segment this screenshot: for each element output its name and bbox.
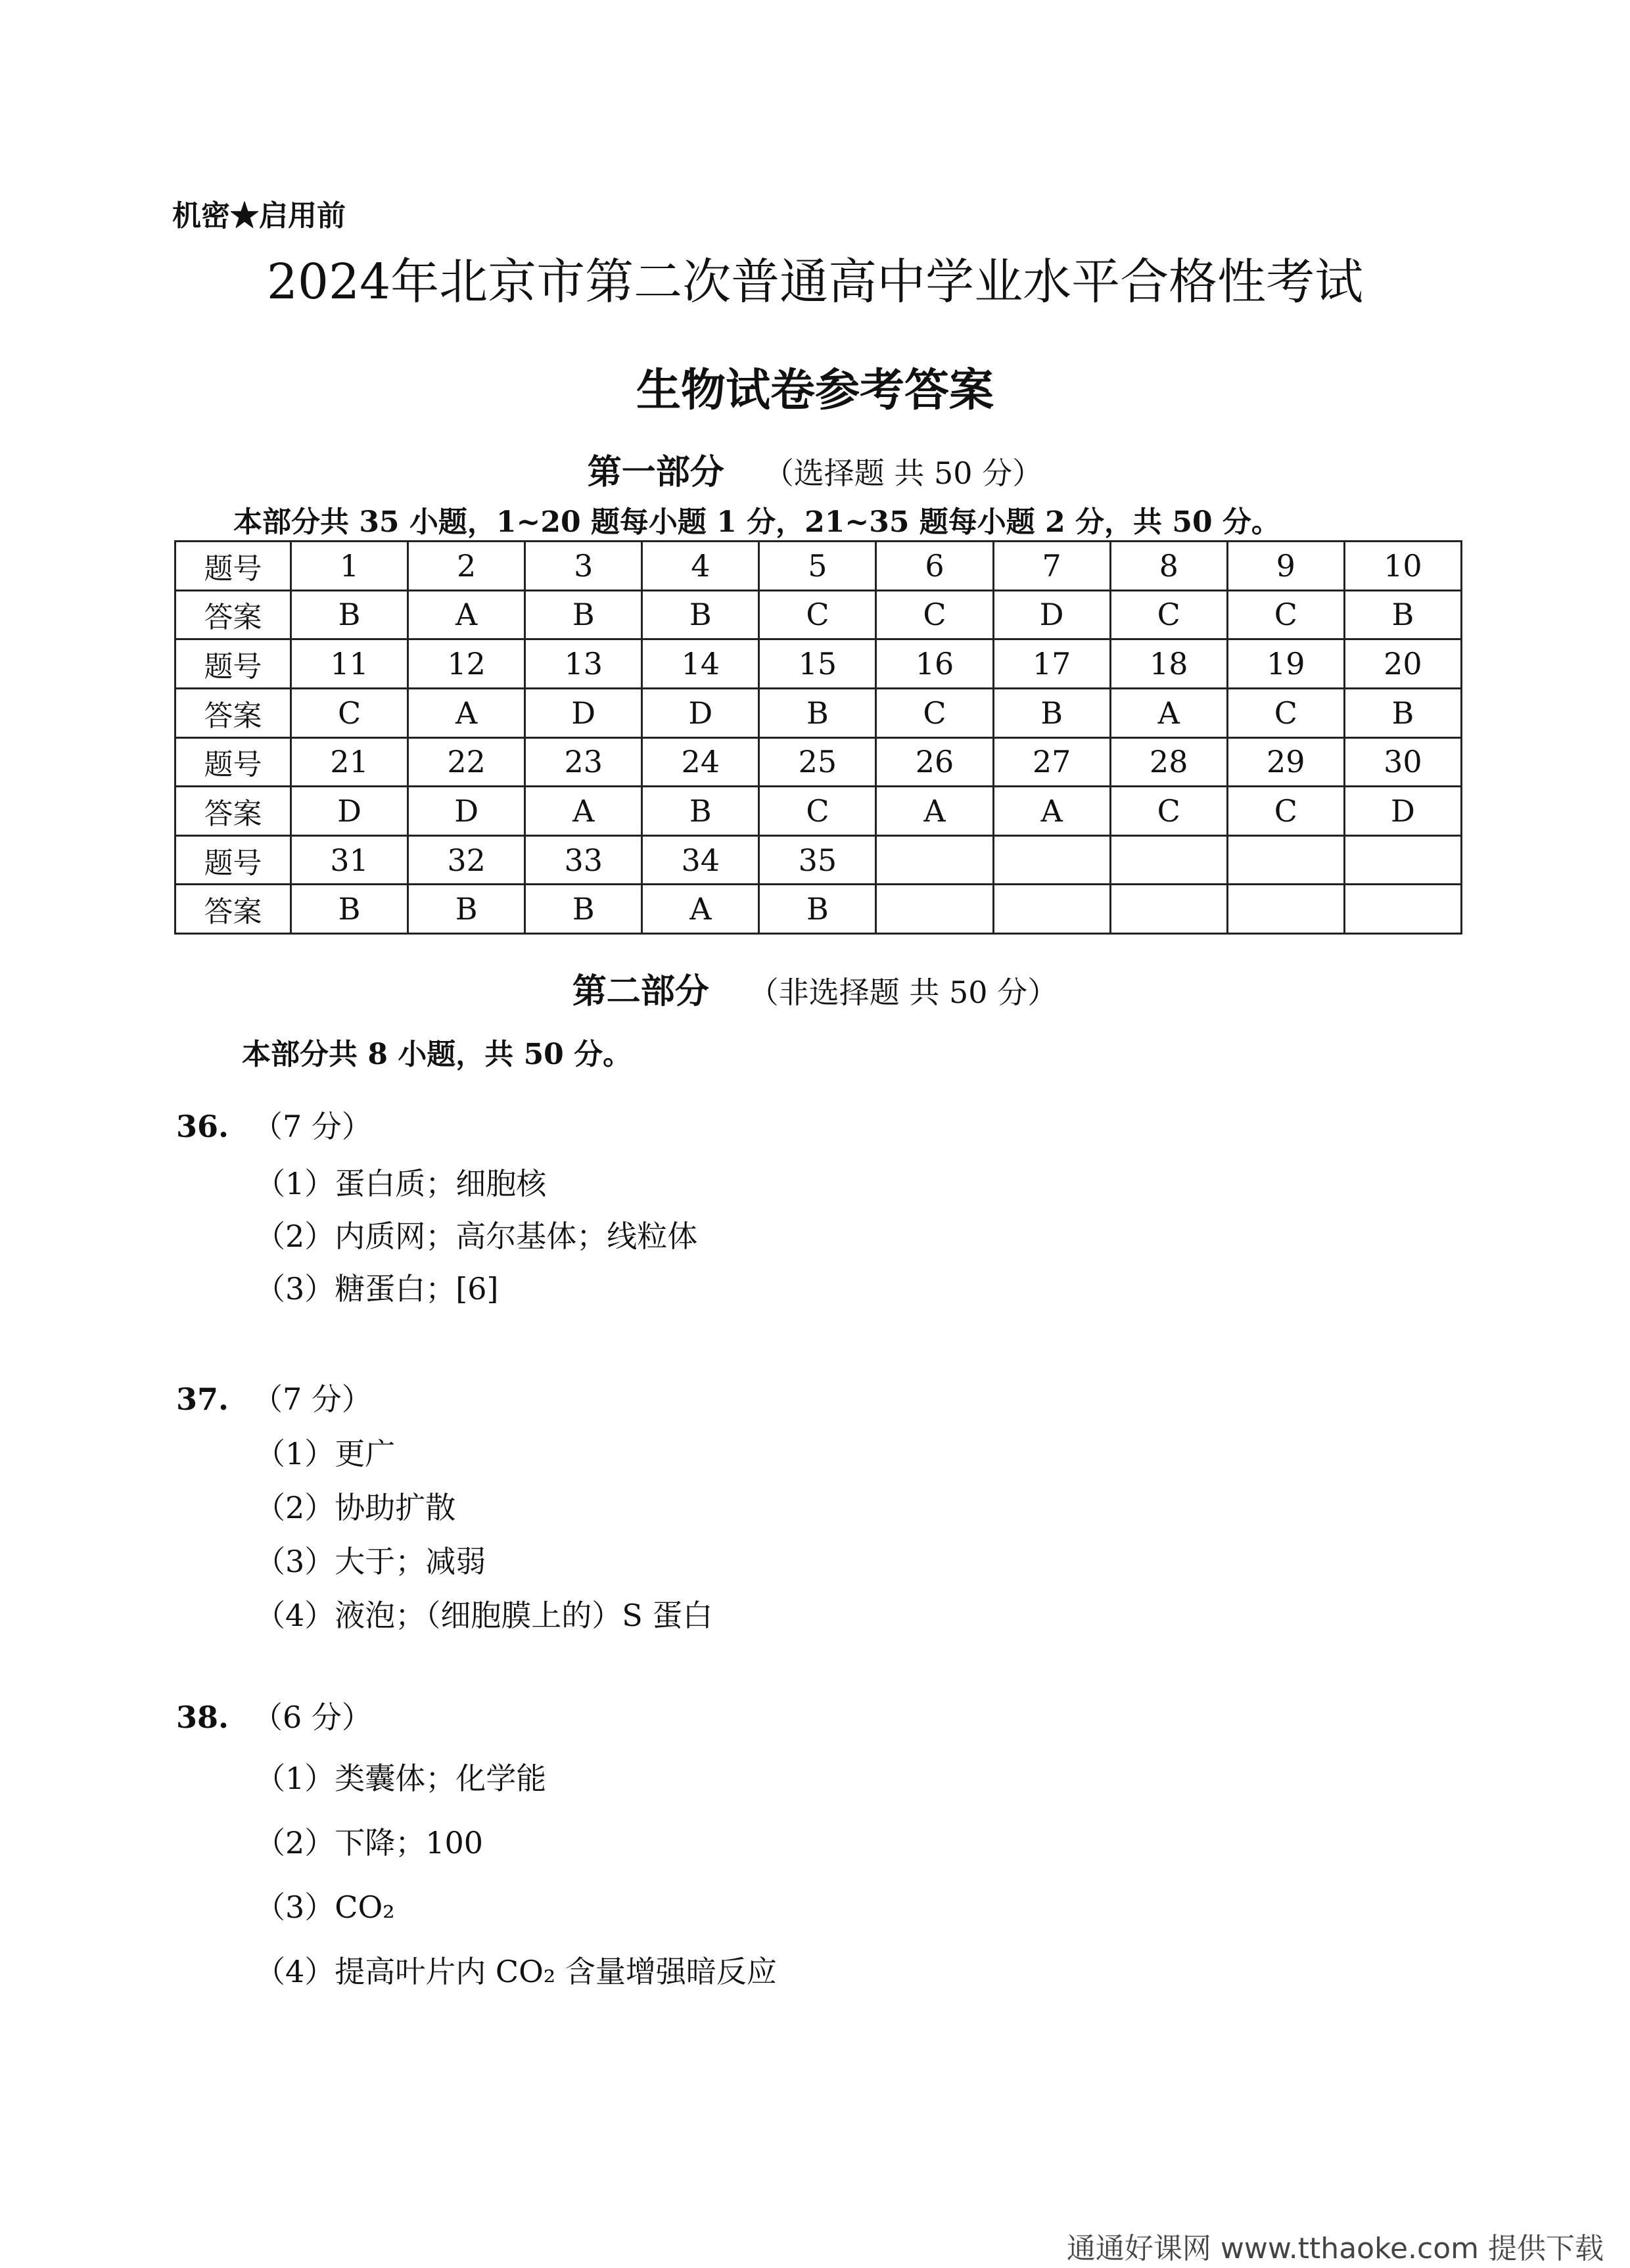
answer-value: C	[876, 688, 993, 737]
question-number: 6	[876, 542, 993, 591]
confidential-label: 机密★启用前	[172, 199, 346, 233]
question-number: 7	[993, 542, 1110, 591]
question-number: 37.	[176, 1381, 229, 1417]
answer-value: B	[525, 590, 642, 639]
answer-value: D	[408, 787, 525, 836]
question-number: 32	[408, 835, 525, 885]
answer-value: C	[1227, 590, 1344, 639]
row-label-answer: 答案	[175, 590, 291, 639]
row-label-question: 题号	[175, 639, 291, 689]
question-number: 11	[291, 639, 408, 689]
answer-value: D	[525, 688, 642, 737]
question-number: 17	[993, 639, 1110, 689]
answer-value: C	[876, 590, 993, 639]
answer-item: （3）糖蛋白；[6]	[255, 1271, 499, 1307]
question-number: 16	[876, 639, 993, 689]
answer-value: C	[759, 787, 876, 836]
question-number: 35	[759, 835, 876, 885]
answer-value	[1110, 885, 1227, 934]
table-row-answers	[175, 787, 1462, 836]
question-points: （7 分）	[252, 1109, 372, 1144]
question-number: 15	[759, 639, 876, 689]
part1-note: （选择题 共 50 分）	[763, 455, 1043, 491]
question-heading	[176, 1376, 372, 1419]
question-number: 13	[525, 639, 642, 689]
answer-value: C	[291, 688, 408, 737]
answer-value	[876, 885, 993, 934]
answer-value: C	[1227, 787, 1344, 836]
question-number: 10	[1344, 542, 1461, 591]
question-number: 28	[1110, 737, 1227, 787]
part2-title: 第二部分	[572, 971, 709, 1011]
question-number: 2	[408, 542, 525, 591]
question-number: 4	[642, 542, 759, 591]
question-points: （7 分）	[252, 1381, 372, 1417]
answer-item: （3）大于；减弱	[255, 1544, 486, 1579]
answer-value: C	[1110, 590, 1227, 639]
question-number: 8	[1110, 542, 1227, 591]
question-number: 31	[291, 835, 408, 885]
question-number: 36.	[176, 1109, 229, 1144]
question-number: 9	[1227, 542, 1344, 591]
question-number: 5	[759, 542, 876, 591]
part2-note: （非选择题 共 50 分）	[748, 975, 1058, 1010]
answer-value: C	[1227, 688, 1344, 737]
answer-value: B	[291, 885, 408, 934]
answer-value: D	[993, 590, 1110, 639]
part2-heading	[0, 963, 1630, 1013]
answer-value: B	[525, 885, 642, 934]
answer-item: （2）内质网；高尔基体；线粒体	[255, 1218, 698, 1254]
table-row-questions	[175, 835, 1462, 885]
row-label-question: 题号	[175, 835, 291, 885]
exam-title: 2024年北京市第二次普通高中学业水平合格性考试	[266, 254, 1364, 310]
question-number: 25	[759, 737, 876, 787]
answer-value: B	[642, 787, 759, 836]
answer-value: B	[291, 590, 408, 639]
question-number: 24	[642, 737, 759, 787]
source-watermark: 通通好课网 www.tthaoke.com 提供下载	[1066, 2232, 1604, 2265]
question-number: 27	[993, 737, 1110, 787]
document-subtitle: 生物试卷参考答案	[636, 364, 994, 417]
answer-value: B	[993, 688, 1110, 737]
answer-item: （1）蛋白质；细胞核	[255, 1166, 547, 1201]
answer-value: D	[1344, 787, 1461, 836]
question-number: 38.	[176, 1700, 229, 1735]
answer-value	[993, 885, 1110, 934]
question-number: 19	[1227, 639, 1344, 689]
part1-title: 第一部分	[587, 452, 724, 492]
answer-value: C	[1110, 787, 1227, 836]
answer-value: A	[876, 787, 993, 836]
row-label-question: 题号	[175, 542, 291, 591]
answer-value: A	[993, 787, 1110, 836]
part2-instruction: 本部分共 8 小题，共 50 分。	[242, 1038, 632, 1071]
answer-table	[174, 540, 1462, 935]
answer-value: B	[759, 885, 876, 934]
table-row-questions	[175, 737, 1462, 787]
answer-value: B	[1344, 590, 1461, 639]
question-number: 23	[525, 737, 642, 787]
answer-value: A	[408, 590, 525, 639]
answer-value	[1227, 885, 1344, 934]
answer-value: C	[759, 590, 876, 639]
row-label-answer: 答案	[175, 787, 291, 836]
row-label-answer: 答案	[175, 885, 291, 934]
question-number: 1	[291, 542, 408, 591]
question-number	[993, 835, 1110, 885]
answer-value: B	[759, 688, 876, 737]
question-number	[1110, 835, 1227, 885]
table-row-answers	[175, 885, 1462, 934]
question-heading	[176, 1694, 372, 1737]
answer-item: （3）CO₂	[255, 1889, 395, 1925]
answer-item: （2）协助扩散	[255, 1490, 456, 1525]
question-number: 14	[642, 639, 759, 689]
row-label-answer: 答案	[175, 688, 291, 737]
question-number: 12	[408, 639, 525, 689]
answer-value: A	[1110, 688, 1227, 737]
answer-value: A	[525, 787, 642, 836]
question-number: 30	[1344, 737, 1461, 787]
table-row-answers	[175, 590, 1462, 639]
question-number	[1227, 835, 1344, 885]
answer-value: B	[642, 590, 759, 639]
answer-value: A	[408, 688, 525, 737]
question-number: 20	[1344, 639, 1461, 689]
question-number: 26	[876, 737, 993, 787]
answer-item: （4）液泡；（细胞膜上的）S 蛋白	[255, 1598, 713, 1633]
row-label-question: 题号	[175, 737, 291, 787]
answer-value: A	[642, 885, 759, 934]
answer-value: B	[1344, 688, 1461, 737]
part1-heading	[0, 444, 1630, 494]
question-points: （6 分）	[252, 1700, 372, 1735]
answer-item: （1）更广	[255, 1436, 396, 1471]
question-number: 33	[525, 835, 642, 885]
answer-value	[1344, 885, 1461, 934]
answer-item: （2）下降；100	[255, 1825, 484, 1861]
question-number: 18	[1110, 639, 1227, 689]
answer-value: D	[291, 787, 408, 836]
table-row-questions	[175, 542, 1462, 591]
answer-value: B	[408, 885, 525, 934]
question-number: 34	[642, 835, 759, 885]
question-number: 3	[525, 542, 642, 591]
part1-instruction: 本部分共 35 小题，1~20 题每小题 1 分，21~35 题每小题 2 分，共 50 分。	[233, 505, 1280, 539]
answer-value: D	[642, 688, 759, 737]
table-row-questions	[175, 639, 1462, 689]
question-number: 21	[291, 737, 408, 787]
answer-item: （4）提高叶片内 CO₂ 含量增强暗反应	[255, 1954, 777, 1989]
question-number: 22	[408, 737, 525, 787]
table-row-answers	[175, 688, 1462, 737]
question-number	[1344, 835, 1461, 885]
answer-item: （1）类囊体；化学能	[255, 1761, 547, 1796]
question-number	[876, 835, 993, 885]
question-number: 29	[1227, 737, 1344, 787]
question-heading	[176, 1103, 372, 1146]
